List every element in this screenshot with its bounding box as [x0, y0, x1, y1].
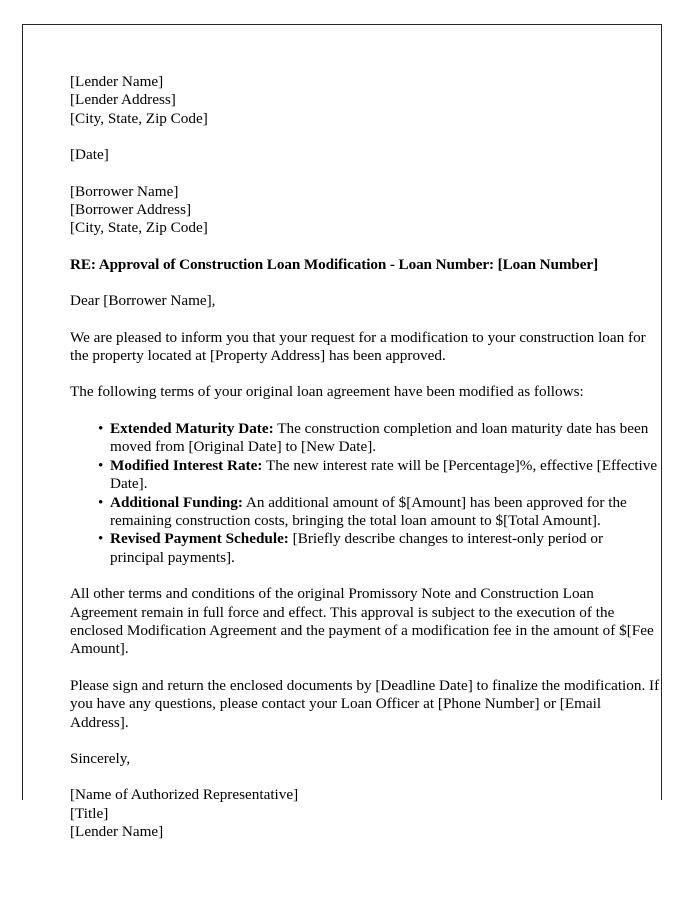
list-item [70, 457, 660, 494]
bullet-icon: • [98, 456, 104, 474]
lender-address-block [70, 73, 660, 128]
letter-body [70, 73, 660, 842]
bullet-icon: • [98, 530, 104, 548]
borrower-address-block [70, 183, 660, 238]
sign-off: Sincerely, [70, 749, 131, 767]
term-label: Revised Payment Schedule: [110, 530, 289, 548]
borrower-city-state-zip-line: [City, State, Zip Code] [70, 219, 208, 237]
term-text: An additional amount of $[Amount] has been approved for the remaining construction costs, bringing the total loan amount to $[Total Amount]. [110, 493, 627, 529]
signature-lender-name-line: [Lender Name] [70, 823, 164, 841]
list-item [70, 494, 660, 531]
terms-conditions-paragraph: All other terms and conditions of the original Promissory Note and Construction Loan Agreement remain in full force and effect. This approval is subject to the execution of the enclosed Modification Agreement and the payment of a modification fee in the amount of $[Fee Amount]. [70, 585, 654, 658]
document-page-frame [22, 24, 662, 841]
subject-line: RE: Approval of Construction Loan Modification - Loan Number: [Loan Number] [70, 255, 599, 273]
authorized-representative-name-line: [Name of Authorized Representative] [70, 786, 299, 804]
bullet-icon: • [98, 419, 104, 437]
lender-city-state-zip-line: [City, State, Zip Code] [70, 109, 208, 127]
term-text: [Briefly describe changes to interest-only period or principal payments]. [110, 530, 604, 566]
lender-name-line: [Lender Name] [70, 73, 164, 90]
term-text: The construction completion and loan maturity date has been moved from [Original Date] to [New Date]. [110, 419, 649, 456]
intro-paragraph: We are pleased to inform you that your request for a modification to your construction loan for the property located at [Property Address] has been approved. [70, 328, 646, 365]
signature-block [70, 786, 660, 841]
borrower-name-line: [Borrower Name] [70, 182, 179, 200]
list-item [70, 420, 660, 457]
lender-address-line: [Lender Address] [70, 91, 176, 109]
term-text: The new interest rate will be [Percentage]%, effective [Effective Date]. [110, 456, 658, 493]
closing-instructions-paragraph: Please sign and return the enclosed documents by [Deadline Date] to finalize the modification. If you have any questions, please contact your Loan Officer at [Phone Number] or [Email Address]. [70, 676, 660, 731]
bullet-icon: • [98, 493, 104, 511]
salutation: Dear [Borrower Name], [70, 292, 216, 310]
term-label: Modified Interest Rate: [110, 456, 263, 474]
modified-terms-list [70, 420, 660, 567]
terms-lead-in-paragraph: The following terms of your original loan agreement have been modified as follows: [70, 383, 584, 401]
term-label: Extended Maturity Date: [110, 419, 274, 437]
title-line: [Title] [70, 804, 109, 822]
borrower-address-line: [Borrower Address] [70, 201, 192, 219]
date-line: [Date] [70, 146, 109, 164]
list-item [70, 530, 660, 567]
term-label: Additional Funding: [110, 493, 243, 511]
